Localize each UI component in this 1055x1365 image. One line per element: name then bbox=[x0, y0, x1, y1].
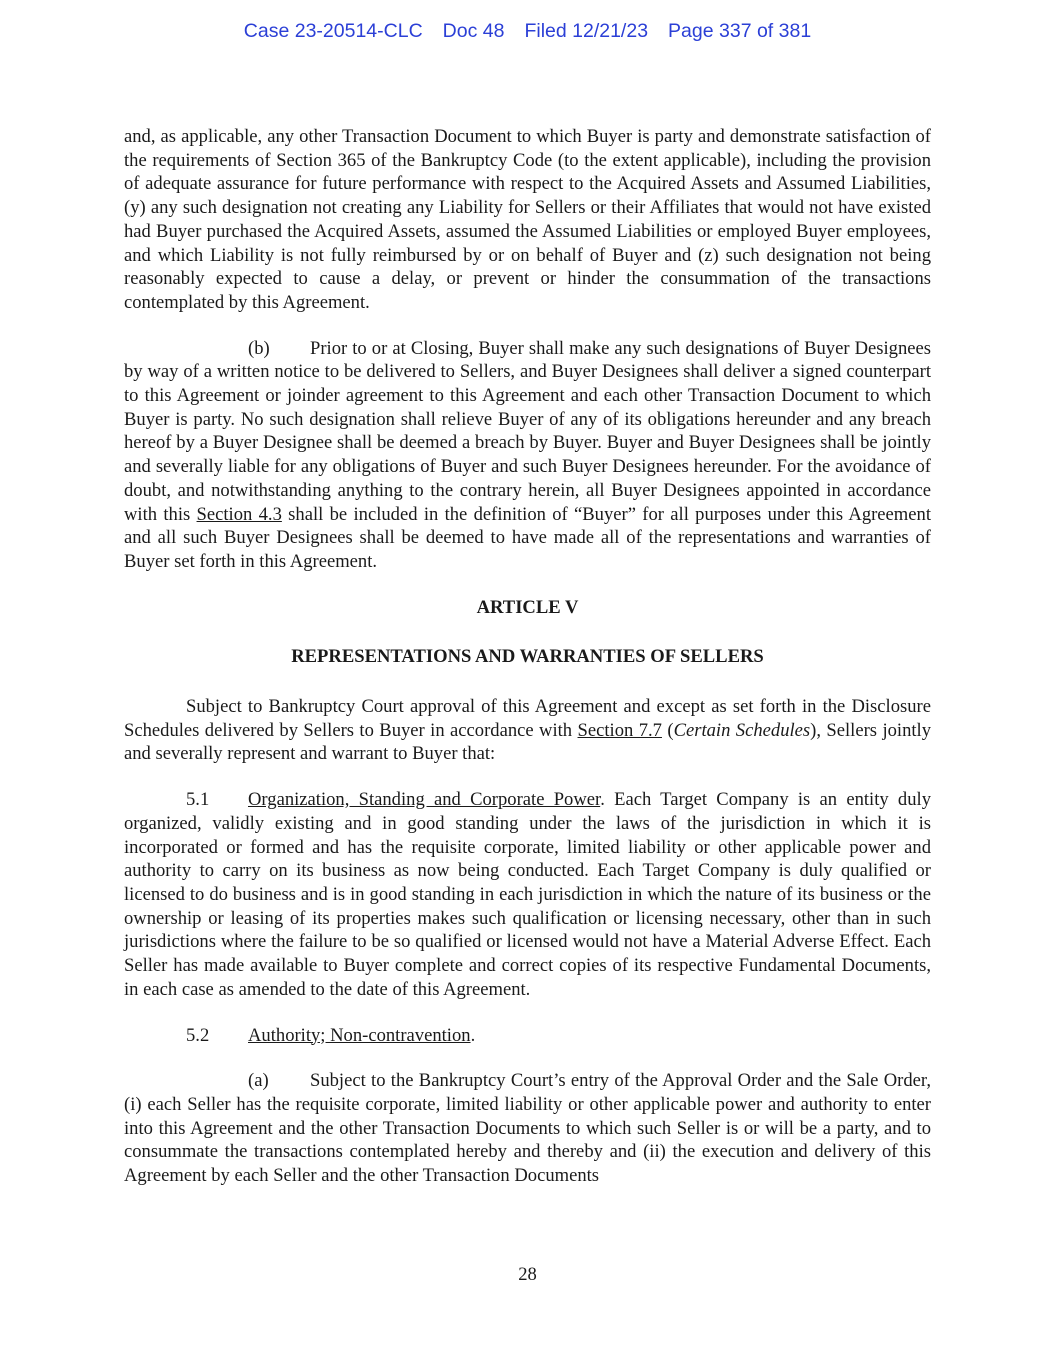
case-number: Case 23-20514-CLC bbox=[243, 20, 423, 42]
page-number: 28 bbox=[518, 1264, 537, 1285]
section-5-1: 5.1 Organization, Standing and Corporate Power. Each Target Company is an entity duly organized, validly existing and in good standing under the laws of the jurisdiction in which it is incorporated or formed and has the requisite corporate, limited liability or other applicable power and authority to carry on its business as now being conducted. Each Target Company is duly qualified or licensed to do business and is in good standing in each jurisdiction in which the nature of its business or the ownership or leasing of its properties makes such qualification or licensing necessary, other than in such jurisdictions where the failure to be so qualified or licensed would not have a Material Adverse Effect. Each Seller has made available to Buyer complete and correct copies of its respective Fundamental Documents, in each case as amended to the date of this Agreement. bbox=[124, 789, 931, 1000]
section-5-1-title: Organization, Standing and Corporate Power bbox=[248, 789, 601, 811]
paragraph-a-label: (a) bbox=[248, 1070, 269, 1092]
paragraph-b: (b) Prior to or at Closing, Buyer shall make any such designations of Buyer Designees by way of a written notice to be delivered to Sellers, and Buyer Designees shall deliver a signed counterpart to this Agreement or joinder agreement to this Agreement and each other Transaction Document to which Buyer is party. No such designation shall relieve Buyer of any of its obligations hereunder and any breach hereof by a Buyer Designee shall be deemed a breach by Buyer. Buyer and Buyer Designees shall be jointly and severally liable for any obligations of Buyer and such Buyer Designees hereunder. For the avoidance of doubt, and notwithstanding anything to the contrary herein, all Buyer Designees appointed in accordance with this Section 4.3 shall be included in the definition of “Buyer” for all purposes under this Agreement and all such Buyer Designees shall be deemed to have made all of the representations and warranties of Buyer set forth in this Agreement. bbox=[124, 337, 931, 572]
intro-paragraph: Subject to Bankruptcy Court approval of this Agreement and except as set forth in the Disclosure Schedules delivered by Sellers to Buyer in accordance with Section 7.7 (Certain Schedules), Sellers jointly and severally represent and warrant to Buyer that: bbox=[124, 696, 932, 765]
continuation-paragraph: and, as applicable, any other Transaction Document to which Buyer is party and demonstrate satisfaction of the requirements of Section 365 of the Bankruptcy Code (to the extent applicable), including the provision of adequate assurance for future performance with respect to the Acquired Assets and Assumed Liabilities, (y) any such designation not creating any Liability for Sellers or their Affiliates that would not have existed had Buyer purchased the Acquired Assets, assumed the Assumed Liabilities or employed Buyer employees, and which Liability is not fully reimbursed by or on behalf of Buyer and (z) such designation not being reasonably expected to cause a delay, or prevent or hinder the consummation of the transactions contemplated by this Agreement. bbox=[124, 126, 931, 313]
section-5-2-number: 5.2 bbox=[186, 1024, 210, 1046]
section-7-7-reference: Section 7.7 bbox=[577, 719, 662, 741]
paragraph-a: (a) Subject to the Bankruptcy Court’s entry of the Approval Order and the Sale Order, (i) each Seller has the requisite corporate, limited liability or other applicable power and authority to enter into this Agreement and the other Transaction Documents to which such Seller is or will be a party, and to consummate the transactions contemplated hereby and thereby and (ii) the execution and delivery of this Agreement by each Seller and the other Transaction Documents bbox=[124, 1070, 931, 1187]
section-4-3-reference: Section 4.3 bbox=[196, 503, 282, 525]
section-5-2: 5.2 Authority; Non-contravention. bbox=[186, 1024, 476, 1046]
section-5-2-title: Authority; Non-contravention bbox=[248, 1024, 471, 1046]
article-title: ARTICLE V bbox=[476, 596, 579, 618]
paragraph-b-label: (b) bbox=[248, 337, 270, 359]
document-body bbox=[124, 125, 931, 1210]
case-header bbox=[0, 20, 1055, 43]
article-subtitle: REPRESENTATIONS AND WARRANTIES OF SELLERS bbox=[291, 646, 764, 668]
doc-number: Doc 48 bbox=[442, 20, 505, 42]
page-count: Page 337 of 381 bbox=[668, 20, 812, 42]
filed-date: Filed 12/21/23 bbox=[524, 20, 649, 42]
section-5-1-number: 5.1 bbox=[186, 789, 210, 811]
certain-schedules-italic: Certain Schedules bbox=[673, 719, 811, 741]
